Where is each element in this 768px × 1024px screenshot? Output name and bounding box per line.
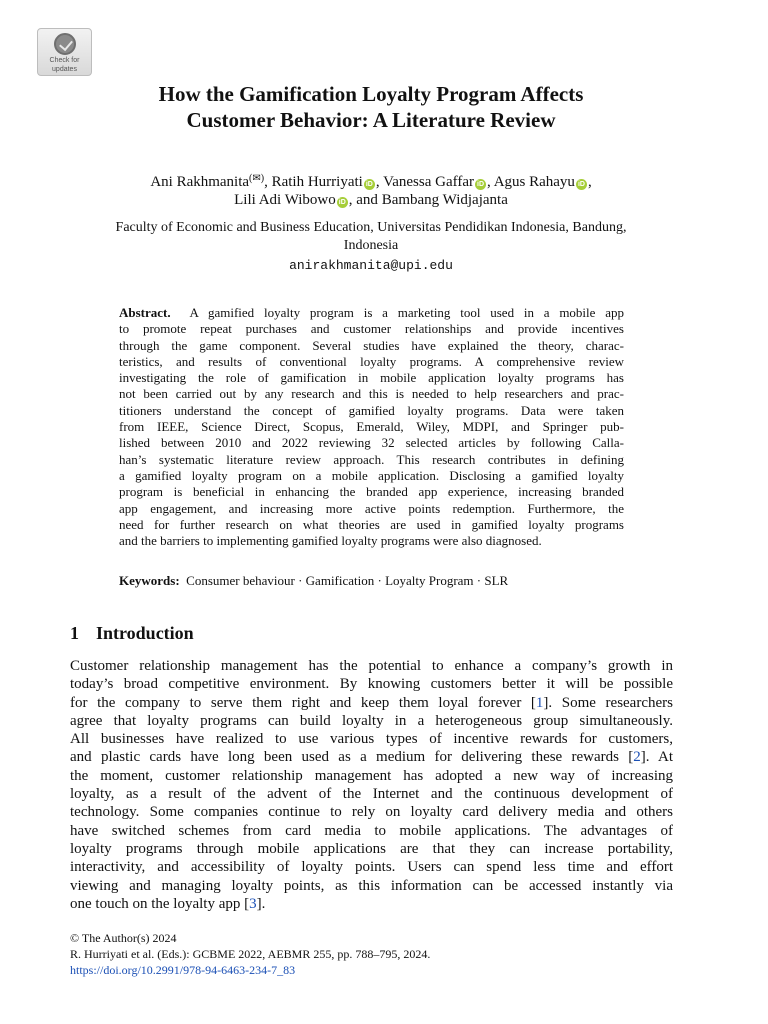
body-line: have switched schemes from card media to mobile applications. The advantages of (70, 822, 673, 839)
body-text: ]. Some researchers (543, 694, 673, 711)
abstract-line: investigating the role of gamification in mobile application loyalty programs has (119, 370, 624, 386)
body-line: loyalty programs through mobile applications are that they can increase portability, (70, 840, 673, 857)
body-text: for the company to serve them right and keep them loyal forever [ (70, 694, 536, 711)
abstract-label: Abstract. (119, 305, 171, 320)
keywords (119, 573, 624, 589)
introduction-body (70, 657, 673, 913)
citation-link[interactable]: 1 (535, 694, 544, 711)
body-line: the moment, customer relationship management has adopted a new way of increasing (70, 767, 673, 784)
abstract-line: from IEEE, Science Direct, Scopus, Emerald, Wiley, MDPI, and Springer pub- (119, 419, 624, 435)
author-separator: , (587, 174, 592, 190)
orcid-icon[interactable]: iD (577, 181, 585, 188)
badge-line-2: updates (52, 66, 77, 73)
body-line: loyalty, as a result of the advent of the Internet and the continuous development of (70, 786, 673, 803)
body-line: technology. Some companies continue to rely on loyalty card delivery media and others (70, 804, 673, 821)
abstract-line (119, 305, 624, 321)
section-heading (70, 622, 194, 644)
body-line: interactivity, and accessibility of loyalty points. Users can spend less time and effort (70, 859, 673, 876)
author-name: Ani Rakhmanita (150, 174, 250, 190)
orcid-icon[interactable]: iD (477, 181, 484, 188)
abstract-line: han’s systematic literature review approach. This research contributes in defining (119, 451, 624, 467)
badge-line-1: Check for (49, 57, 80, 64)
author-separator: , (375, 174, 384, 190)
check-for-updates-icon (54, 33, 76, 55)
author-name: Ratih Hurriyati (271, 174, 363, 190)
body-line: agree that loyalty programs can build loyalty in a heterogeneous group simultaneously. (70, 712, 673, 729)
author-list (60, 170, 682, 209)
abstract-line: titioners understand the concept of gamified loyalty programs. Data were taken (119, 402, 624, 418)
copyright-notice: © The Author(s) 2024 (70, 931, 177, 945)
author-name: Lili Adi Wibowo (234, 192, 336, 208)
abstract-line: a gamified loyalty program on a mobile application. Disclosing a gamified loyalty (119, 467, 624, 483)
affiliation-line-1: Faculty of Economic and Business Education, Universitas Pendidikan Indonesia, Bandung, (115, 220, 627, 235)
paper-title (60, 81, 682, 133)
section-title: Introduction (96, 623, 194, 643)
author-separator: , (487, 174, 494, 190)
abstract-line: and the barriers to implementing gamified loyalty programs were also diagnosed. (119, 533, 542, 549)
body-line (70, 895, 673, 913)
abstract-line: program is beneficial in enhancing the branded app experience, increasing branded (119, 484, 624, 500)
author-separator: , (264, 174, 272, 190)
affiliation (70, 219, 672, 255)
keywords-text: Consumer behaviour · Gamification · Loyalty Program · SLR (186, 573, 509, 588)
title-line-2: Customer Behavior: A Literature Review (186, 108, 556, 132)
body-line: Customer relationship management has the potential to enhance a company’s growth in (70, 658, 673, 674)
abstract-line: through the game component. Several studies have explained the theory, charac- (119, 337, 624, 353)
author-line-2 (60, 191, 682, 209)
orcid-icon[interactable]: iD (338, 199, 346, 206)
keywords-label: Keywords: (119, 573, 180, 588)
body-text: one touch on the loyalty app [ (70, 895, 250, 912)
body-line: viewing and managing loyalty points, as this information can be accessed instantly via (70, 877, 673, 894)
doi-link[interactable]: https://doi.org/10.2991/978-94-6463-234-7_83 (70, 963, 296, 977)
author-email[interactable]: anirakhmanita@upi.edu (289, 258, 453, 273)
author-name: Vanessa Gaffar (383, 174, 474, 190)
check-for-updates-badge[interactable] (37, 28, 92, 76)
title-line-1: How the Gamification Loyalty Program Affects (158, 82, 584, 106)
abstract-line: need for further research on what theories are used in gamified loyalty programs (119, 516, 624, 532)
abstract-line: lished between 2010 and 2022 reviewing 32 selected articles by following Calla- (119, 435, 624, 451)
abstract-text: A gamified loyalty program is a marketing tool used in a mobile app (189, 305, 624, 320)
body-line (70, 694, 673, 712)
corresponding-author-mark: (✉) (249, 173, 265, 184)
body-text: and plastic cards have long been used as a medium for delivering these rewards [ (70, 749, 634, 766)
citation-link[interactable]: 2 (633, 749, 641, 766)
body-text: ]. At (640, 749, 673, 766)
page-footer (70, 930, 430, 978)
abstract-line: teristics, and results of conventional loyalty programs. A comprehensive review (119, 353, 624, 369)
affiliation-line-2: Indonesia (343, 238, 399, 253)
abstract-line: app engagement, and increasing more active points redemption. Furthermore, the (119, 500, 624, 516)
orcid-icon[interactable]: iD (365, 181, 373, 188)
author-line-1 (60, 170, 682, 191)
body-line (70, 748, 673, 766)
body-line: today’s broad competitive environment. By knowing customers better it will be possible (70, 676, 673, 693)
body-text: ]. (256, 895, 266, 912)
author-separator: , and (348, 192, 382, 208)
abstract-line: not been carried out by any research and this is needed to help researchers and prac- (119, 386, 624, 402)
author-name: Agus Rahayu (493, 174, 575, 190)
publication-citation: R. Hurriyati et al. (Eds.): GCBME 2022, AEBMR 255, pp. 788–795, 2024. (70, 947, 431, 961)
author-name: Bambang Widjajanta (381, 192, 508, 208)
abstract (119, 305, 624, 549)
section-number: 1 (70, 623, 79, 643)
citation-link[interactable]: 3 (249, 895, 257, 912)
abstract-line: to promote repeat purchases and customer relationships and provide incentives (119, 321, 624, 337)
body-line: All businesses have realized to use various types of incentive rewards for customers, (70, 731, 673, 748)
